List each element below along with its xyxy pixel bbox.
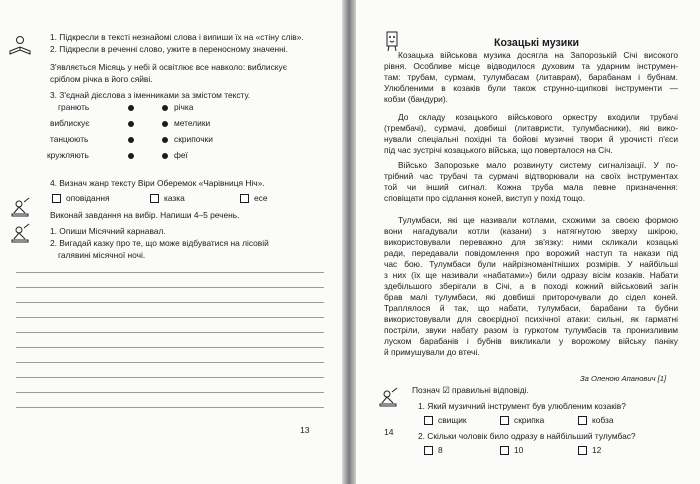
answer-checkbox[interactable] [424,416,433,425]
answer-label: 10 [514,445,524,455]
answer-label: кобза [592,415,614,425]
article-line: постріли, звуки набату разом із гуркотом тулумбасів та пронизливим [384,325,678,335]
verb: виблискує [50,118,90,128]
article-line: Козацька військова музика досягла на Запорозькій Січі високого [398,50,678,60]
task-3: 3. З'єднай дієслова з іменниками за змістом тексту. [50,90,251,100]
article-line: вони нагадували котли (казани) з натягнутою зверху шкірою, [384,226,678,236]
writing-line[interactable] [16,287,324,288]
article-line: сповіщати про сідлання коней, виступ у похід тощо. [384,193,586,203]
noun: феї [174,150,188,160]
article-line: час бою. Тулумбаси були найрізноманітніших розмірів. У найбільші [384,259,678,269]
writing-line[interactable] [16,272,324,273]
genre-checkbox[interactable] [240,194,249,203]
genre-label: оповідання [66,193,110,203]
answer-checkbox[interactable] [578,446,587,455]
question-2: 2. Скільки чоловік било одразу в найбільший тулумбас? [418,431,636,441]
answer-label: скрипка [514,415,545,425]
answer-checkbox[interactable] [578,416,587,425]
match-dot[interactable] [162,121,168,127]
genre-label: казка [164,193,185,203]
answer-checkbox[interactable] [424,446,433,455]
book-character-icon [380,30,404,52]
writing-line[interactable] [16,317,324,318]
article-line: використовували для своєрідної психічної атаки: сильні, як гарматні [384,314,678,324]
answer-checkbox[interactable] [500,446,509,455]
article-line: з них (їх ще називали «набатами») били одразу вісім козаків. Набати [384,270,678,280]
book-gutter [342,0,356,484]
article-line: здебільшого зберігали в Січі, а в поході кожний військовий загін [384,281,678,291]
article-line: трібний час трубачі та сурмачі відтворювали на своїх інструментах [384,171,678,181]
article-line: нували спеціальні похідні та бойові музичні твори й урочисті п'єси [384,134,678,144]
writing-line[interactable] [16,347,324,348]
article-line: луском барабанів і бубнів викликали у ворожому війську паніку [384,336,678,346]
verb: танцюють [50,134,89,144]
verb: гранють [58,102,90,112]
option-1: 1. Опиши Місячний карнавал. [50,226,166,236]
article-line: той чи інший сигнал. Кожна труба мала певне призначення: [384,182,678,192]
noun: скрипочки [174,134,213,144]
reading-icon [8,34,32,56]
attribution: За Оленою Апанович [1] [580,374,667,383]
task-2: 2. Підкресли в реченні слово, ужите в переносному значенні. [50,44,288,54]
writing-line[interactable] [16,332,324,333]
article-line: До складу козацького військового оркестру входили трубачі [398,112,678,122]
answer-label: свищик [438,415,467,425]
page-number: 13 [300,425,310,435]
question-1: 1. Який музичний інструмент був улюбленим козаків? [418,401,626,411]
writing-line[interactable] [16,392,324,393]
article-line: брав малі тулумбаси, які довбиші приторочували до сідел коней. [384,292,678,302]
article-line: (трембачі), сурмачі, довбиші (литавристи, тулумбасники), які вико- [384,123,678,133]
match-dot[interactable] [162,105,168,111]
article-line: Військо Запорозьке мало розвинуту систему сигналізації. У по- [398,160,678,170]
verb: кружляють [47,150,89,160]
sentence-line: сріблом річка в його сяйві. [50,74,153,84]
genre-checkbox[interactable] [150,194,159,203]
article-line: використовували переважно для зв'язку: ними скликали козацькі [384,237,678,247]
article-line: під час зустрічі козацького війська, що поверталося на Січ. [384,145,613,155]
article-line: кобзи (бандури). [384,94,448,104]
noun: метелики [174,118,211,128]
writing-icon [8,222,32,244]
sentence-line: З'являється Місяць у небі й освітлює все навколо: виблискує [50,62,288,72]
match-dot[interactable] [162,137,168,143]
article-line: Тулумбаси, які ще називали котлами, схожими за своєю формою [398,215,678,225]
page-title: Козацькі музики [494,37,580,49]
choice-task: Виконай завдання на вибір. Напиши 4–5 речень. [50,210,240,220]
option-2: 2. Вигадай казку про те, що може відбуватися на лісовій [50,238,269,248]
task-4: 4. Визнач жанр тексту Віри Оберемок «Чарівниця Ніч». [50,178,265,188]
article-line: рівня. Особливе місце відводилося духовим та ударним інструмен- [384,61,678,71]
right-page [356,0,700,484]
answer-label: 12 [592,445,602,455]
writing-line[interactable] [16,407,324,408]
option-2: галявині місячної ночі. [58,250,146,260]
article-line: там: трубам, сурмам, тулумбасам (литаврам), барабанам і бубнам. [384,72,678,82]
genre-label: есе [254,193,268,203]
article-line: Траплялося й так, що набати, тулумбаси, барабани та бубни [384,303,678,313]
match-dot[interactable] [128,137,134,143]
task-1: 1. Підкресли в тексті незнайомі слова і випиши їх на «стіну слів». [50,32,304,42]
article-line: Улюбленими в козаків були також струнно-щипкові інструменти — [384,83,678,93]
article-line: ради, передавали повідомлення про ворожий наступ та накази під [384,248,678,258]
match-dot[interactable] [162,153,168,159]
writing-icon [8,196,32,218]
answer-checkbox[interactable] [500,416,509,425]
mark-task: Познач ☑ правильні відповіді. [412,385,529,395]
match-dot[interactable] [128,153,134,159]
match-dot[interactable] [128,121,134,127]
article-line: й примушували до втечі. [384,347,480,357]
noun: річка [174,102,194,112]
page-number: 14 [384,427,394,437]
answer-label: 8 [438,445,443,455]
writing-line[interactable] [16,362,324,363]
genre-checkbox[interactable] [52,194,61,203]
writing-icon [376,386,400,408]
writing-line[interactable] [16,377,324,378]
match-dot[interactable] [128,105,134,111]
writing-line[interactable] [16,302,324,303]
left-page [0,0,342,484]
